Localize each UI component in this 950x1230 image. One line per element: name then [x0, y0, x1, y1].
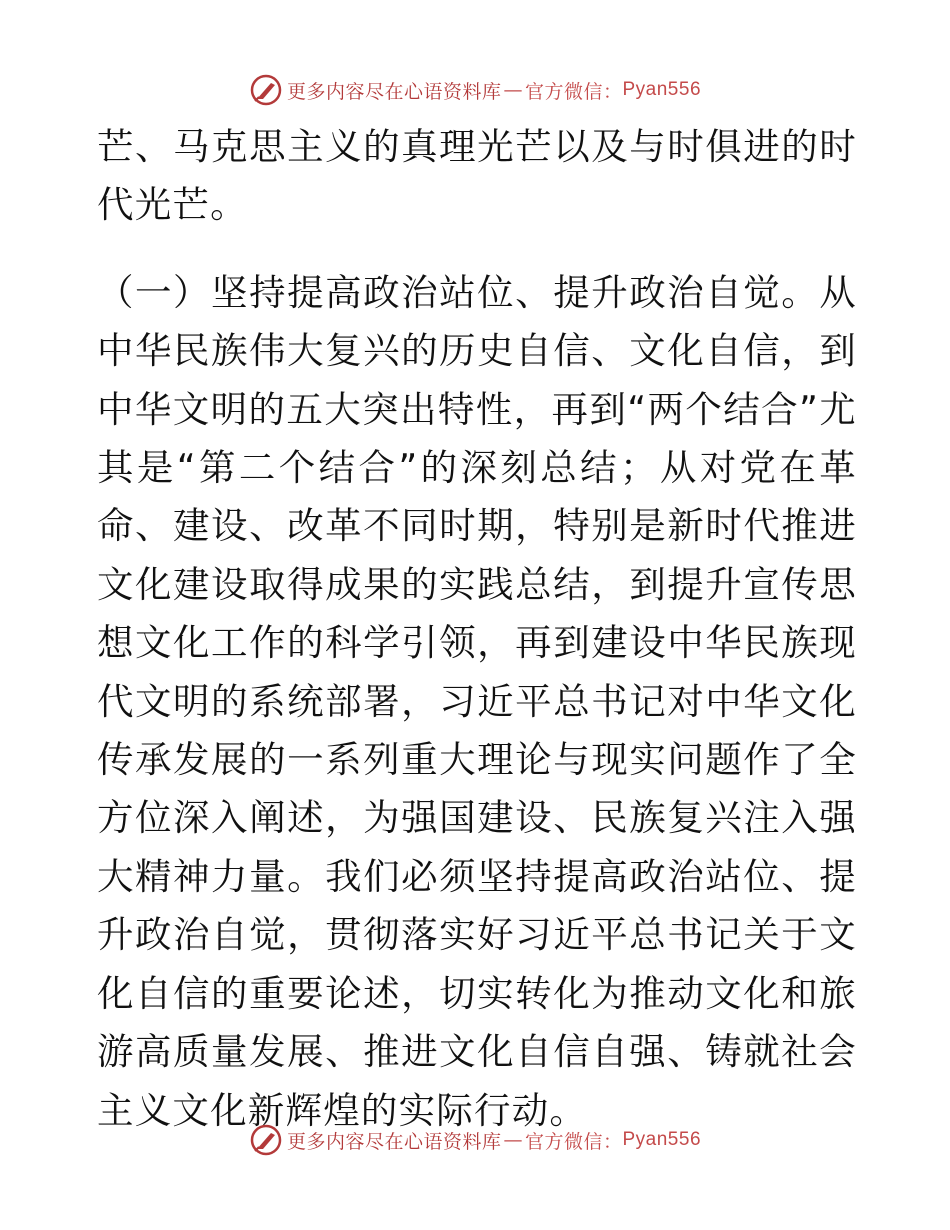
quill-logo-icon [249, 73, 283, 107]
watermark-text: 更多内容尽在心语资料库 [286, 80, 502, 103]
watermark-wechat-id: Pyan556 [622, 79, 702, 100]
watermark-text: 更多内容尽在心语资料库 [286, 1130, 502, 1153]
quill-logo-icon [249, 1123, 283, 1157]
paragraph-continuation: 芒、马克思主义的真理光芒以及与时俱进的时代光芒。 [97, 125, 857, 227]
footer-watermark [0, 1118, 950, 1162]
watermark-separator: — [503, 1129, 523, 1151]
watermark-wechat-id: Pyan556 [622, 1129, 702, 1150]
header-watermark [0, 68, 950, 112]
watermark-wechat-label: 官方微信： [524, 80, 623, 103]
watermark-separator: — [503, 79, 523, 101]
paragraph-section-one: （一）坚持提高政治站位、提升政治自觉。从中华民族伟大复兴的历史自信、文化自信，到中华文明的五大突出特性，再到“两个结合”尤其是“第二个结合”的深刻总结；从对党在革命、建设、改革不同时期，特别是新时代推进文化建设取得成果的实践总结，到提升宣传思想文化工作的科学引领，再到建设中华民族现代文明的系统部署，习近平总书记对中华文化传承发展的一系列重大理论与现实问题作了全方位深入阐述，为强国建设、民族复兴注入强大精神力量。我们必须坚持提高政治站位、提升政治自觉，贯彻落实好习近平总书记关于文化自信的重要论述，切实转化为推动文化和旅游高质量发展、推进文化自信自强、铸就社会主义文化新辉煌的实际行动。 [97, 270, 857, 1132]
watermark-wechat-label: 官方微信： [524, 1130, 623, 1153]
document-body [97, 118, 857, 1140]
